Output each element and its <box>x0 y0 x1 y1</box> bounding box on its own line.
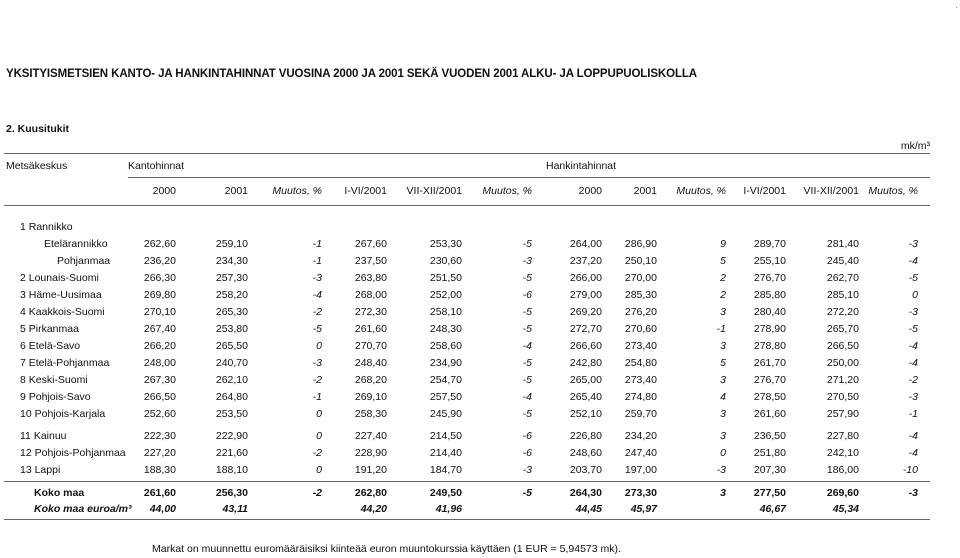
cell-2: -1 <box>312 238 322 250</box>
cell-6: 266,60 <box>569 340 602 352</box>
region-header: Metsäkeskus <box>6 160 68 172</box>
cell-11: -4 <box>908 357 918 369</box>
cell-7: 254,80 <box>624 357 657 369</box>
table-row <box>0 323 960 339</box>
cell-10: 281,40 <box>826 238 859 250</box>
cell-5: -5 <box>522 374 532 386</box>
stumpage-header: Kantohinnat <box>128 160 185 172</box>
row-label: Etelärannikko <box>44 238 108 250</box>
table-row <box>0 357 960 373</box>
table-row <box>0 464 960 480</box>
cell-2: -1 <box>312 391 322 403</box>
row-label: 7 Etelä-Pohjanmaa <box>20 357 110 369</box>
cell-9: 46,67 <box>759 503 786 515</box>
cell-5: -3 <box>522 464 532 476</box>
header-bottom-rule <box>4 205 930 206</box>
delivery-header: Hankintahinnat <box>546 160 617 172</box>
cell-0: 188,30 <box>143 464 176 476</box>
cell-4: 258,10 <box>429 306 462 318</box>
cell-11: -1 <box>908 408 918 420</box>
cell-7: 45,97 <box>630 503 657 515</box>
cell-0: 236,20 <box>143 255 176 267</box>
cell-2: 0 <box>316 340 322 352</box>
cell-0: 261,60 <box>143 487 176 499</box>
cell-10: 186,00 <box>826 464 859 476</box>
cell-5: -6 <box>522 447 532 459</box>
total-top-rule <box>4 481 930 482</box>
header-mid-rule <box>128 177 930 178</box>
cell-6: 265,00 <box>569 374 602 386</box>
cell-9: 261,60 <box>753 408 786 420</box>
cell-11: -3 <box>908 391 918 403</box>
cell-2: -5 <box>312 323 322 335</box>
cell-2: -1 <box>312 255 322 267</box>
cell-3: 262,80 <box>354 487 387 499</box>
subheader-7: 2001 <box>633 185 657 197</box>
cell-7: 286,90 <box>624 238 657 250</box>
cell-8: 5 <box>720 357 726 369</box>
cell-2: -2 <box>312 487 322 499</box>
cell-1: 253,80 <box>215 323 248 335</box>
cell-6: 269,20 <box>569 306 602 318</box>
cell-5: -5 <box>522 238 532 250</box>
table-row <box>0 306 960 322</box>
cell-7: 197,00 <box>624 464 657 476</box>
row-label: 4 Kaakkois-Suomi <box>20 306 105 318</box>
cell-6: 266,00 <box>569 272 602 284</box>
table-row <box>0 289 960 305</box>
cell-2: 0 <box>316 408 322 420</box>
footnote: Markat on muunnettu euromääräisiksi kiinteää euron muuntokurssia käyttäen (1 EUR = 5,94573 mk). <box>152 543 621 555</box>
cell-0: 266,20 <box>143 340 176 352</box>
cell-9: 278,80 <box>753 340 786 352</box>
table-row <box>0 238 960 254</box>
cell-7: 270,60 <box>624 323 657 335</box>
cell-6: 237,20 <box>569 255 602 267</box>
cell-6: 226,80 <box>569 430 602 442</box>
cell-11: -4 <box>908 447 918 459</box>
cell-6: 279,00 <box>569 289 602 301</box>
cell-9: 280,40 <box>753 306 786 318</box>
cell-7: 250,10 <box>624 255 657 267</box>
cell-4: 245,90 <box>429 408 462 420</box>
cell-7: 273,40 <box>624 374 657 386</box>
cell-5: -6 <box>522 430 532 442</box>
cell-7: 273,30 <box>624 487 657 499</box>
cell-10: 45,34 <box>832 503 859 515</box>
cell-1: 188,10 <box>215 464 248 476</box>
cell-0: 222,30 <box>143 430 176 442</box>
table-row <box>0 374 960 390</box>
cell-4: 253,30 <box>429 238 462 250</box>
cell-1: 253,50 <box>215 408 248 420</box>
cell-7: 285,30 <box>624 289 657 301</box>
cell-1: 222,90 <box>215 430 248 442</box>
cell-6: 272,70 <box>569 323 602 335</box>
cell-5: -3 <box>522 255 532 267</box>
cell-3: 258,30 <box>354 408 387 420</box>
cell-8: -1 <box>716 323 726 335</box>
cell-2: -3 <box>312 272 322 284</box>
cell-7: 273,40 <box>624 340 657 352</box>
cell-4: 214,40 <box>429 447 462 459</box>
cell-11: -10 <box>902 464 918 476</box>
cell-9: 289,70 <box>753 238 786 250</box>
section-title: 2. Kuusitukit <box>6 123 70 135</box>
cell-0: 227,20 <box>143 447 176 459</box>
cell-0: 266,50 <box>143 391 176 403</box>
cell-0: 269,80 <box>143 289 176 301</box>
cell-9: 236,50 <box>753 430 786 442</box>
cell-1: 221,60 <box>215 447 248 459</box>
cell-8: -3 <box>716 464 726 476</box>
table-row <box>0 408 960 424</box>
cell-6: 264,00 <box>569 238 602 250</box>
row-label: 12 Pohjois-Pohjanmaa <box>20 447 126 459</box>
cell-8: 3 <box>720 340 726 352</box>
cell-5: -5 <box>522 487 532 499</box>
cell-4: 41,96 <box>435 503 462 515</box>
cell-9: 276,70 <box>753 374 786 386</box>
cell-8: 0 <box>720 447 726 459</box>
cell-11: -3 <box>908 487 918 499</box>
cell-11: -3 <box>908 238 918 250</box>
cell-7: 274,80 <box>624 391 657 403</box>
cell-4: 249,50 <box>429 487 462 499</box>
cell-9: 261,70 <box>753 357 786 369</box>
cell-7: 259,70 <box>624 408 657 420</box>
cell-3: 228,90 <box>354 447 387 459</box>
cell-2: -2 <box>312 447 322 459</box>
cell-6: 248,60 <box>569 447 602 459</box>
page-title: YKSITYISMETSIEN KANTO- JA HANKINTAHINNAT VUOSINA 2000 JA 2001 SEKÄ VUODEN 2001 ALKU- JA LOPPUPUOLISKOLLA <box>6 68 698 80</box>
row-label: Pohjanmaa <box>57 255 111 267</box>
cell-7: 247,40 <box>624 447 657 459</box>
cell-7: 276,20 <box>624 306 657 318</box>
cell-0: 267,30 <box>143 374 176 386</box>
row-label: 9 Pohjois-Savo <box>20 391 91 403</box>
subheader-4: VII-XII/2001 <box>406 185 462 197</box>
cell-4: 258,60 <box>429 340 462 352</box>
cell-10: 269,60 <box>826 487 859 499</box>
cell-0: 270,10 <box>143 306 176 318</box>
cell-2: -2 <box>312 306 322 318</box>
cell-6: 265,40 <box>569 391 602 403</box>
cell-3: 261,60 <box>354 323 387 335</box>
cell-8: 5 <box>720 255 726 267</box>
cell-10: 271,20 <box>826 374 859 386</box>
row-label: 5 Pirkanmaa <box>20 323 79 335</box>
cell-6: 44,45 <box>575 503 602 515</box>
cell-8: 2 <box>720 272 726 284</box>
cell-10: 285,10 <box>826 289 859 301</box>
total-euro-row <box>0 503 960 519</box>
table-bottom-rule <box>4 519 930 520</box>
cell-11: -5 <box>908 272 918 284</box>
cell-1: 257,30 <box>215 272 248 284</box>
cell-1: 262,10 <box>215 374 248 386</box>
cell-9: 276,70 <box>753 272 786 284</box>
cell-4: 234,90 <box>429 357 462 369</box>
row-label: 11 Kainuu <box>20 430 67 442</box>
cell-3: 191,20 <box>354 464 387 476</box>
table-row <box>0 447 960 463</box>
cell-2: 0 <box>316 464 322 476</box>
row-label: 2 Lounais-Suomi <box>20 272 99 284</box>
cell-11: -5 <box>908 323 918 335</box>
cell-0: 44,00 <box>149 503 176 515</box>
cell-11: -4 <box>908 430 918 442</box>
cell-3: 268,20 <box>354 374 387 386</box>
row-label: Koko maa <box>34 487 85 499</box>
cell-9: 285,80 <box>753 289 786 301</box>
cell-3: 269,10 <box>354 391 387 403</box>
row-label: 8 Keski-Suomi <box>20 374 88 386</box>
cell-0: 262,60 <box>143 238 176 250</box>
cell-10: 266,50 <box>826 340 859 352</box>
cell-2: -3 <box>312 357 322 369</box>
cell-3: 267,60 <box>354 238 387 250</box>
cell-3: 270,70 <box>354 340 387 352</box>
cell-11: -4 <box>908 340 918 352</box>
cell-1: 234,30 <box>215 255 248 267</box>
cell-10: 245,40 <box>826 255 859 267</box>
cell-4: 184,70 <box>429 464 462 476</box>
cell-4: 214,50 <box>429 430 462 442</box>
subheader-9: I-VI/2001 <box>743 185 786 197</box>
cell-3: 237,50 <box>354 255 387 267</box>
cell-10: 262,70 <box>826 272 859 284</box>
cell-3: 44,20 <box>360 503 387 515</box>
cell-5: -5 <box>522 408 532 420</box>
cell-10: 227,80 <box>826 430 859 442</box>
cell-3: 227,40 <box>354 430 387 442</box>
cell-5: -6 <box>522 289 532 301</box>
cell-8: 3 <box>720 408 726 420</box>
cell-8: 3 <box>720 306 726 318</box>
subheader-0: 2000 <box>152 185 176 197</box>
subheader-10: VII-XII/2001 <box>803 185 859 197</box>
table-row <box>0 391 960 407</box>
table-row <box>0 255 960 271</box>
cell-11: -4 <box>908 255 918 267</box>
cell-2: -2 <box>312 374 322 386</box>
cell-4: 230,60 <box>429 255 462 267</box>
cell-5: -5 <box>522 357 532 369</box>
cell-6: 264,30 <box>569 487 602 499</box>
corner-mark: . <box>955 0 958 11</box>
subheader-6: 2000 <box>578 185 602 197</box>
cell-1: 265,30 <box>215 306 248 318</box>
cell-10: 242,10 <box>826 447 859 459</box>
total-row <box>0 487 960 503</box>
cell-9: 255,10 <box>753 255 786 267</box>
cell-6: 203,70 <box>569 464 602 476</box>
cell-1: 258,20 <box>215 289 248 301</box>
cell-3: 248,40 <box>354 357 387 369</box>
cell-10: 257,90 <box>826 408 859 420</box>
cell-8: 3 <box>720 487 726 499</box>
cell-10: 270,50 <box>826 391 859 403</box>
cell-1: 240,70 <box>215 357 248 369</box>
row-label: 3 Häme-Uusimaa <box>20 289 102 301</box>
cell-9: 278,90 <box>753 323 786 335</box>
cell-5: -5 <box>522 323 532 335</box>
subheader-2: Muutos, % <box>272 185 322 197</box>
cell-1: 259,10 <box>215 238 248 250</box>
cell-10: 265,70 <box>826 323 859 335</box>
cell-0: 267,40 <box>143 323 176 335</box>
cell-2: -4 <box>312 289 322 301</box>
cell-8: 2 <box>720 289 726 301</box>
cell-10: 250,00 <box>826 357 859 369</box>
cell-7: 270,00 <box>624 272 657 284</box>
cell-3: 272,30 <box>354 306 387 318</box>
cell-0: 252,60 <box>143 408 176 420</box>
table-row <box>0 272 960 288</box>
row-label: 6 Etelä-Savo <box>20 340 81 352</box>
cell-4: 257,50 <box>429 391 462 403</box>
cell-6: 252,10 <box>569 408 602 420</box>
table-row <box>0 430 960 446</box>
cell-5: -4 <box>522 391 532 403</box>
subheader-11: Muutos, % <box>868 185 918 197</box>
cell-4: 252,00 <box>429 289 462 301</box>
row-label: 13 Lappi <box>20 464 61 476</box>
cell-8: 4 <box>720 391 726 403</box>
cell-11: -2 <box>908 374 918 386</box>
cell-1: 43,11 <box>222 503 248 515</box>
cell-8: 3 <box>720 430 726 442</box>
cell-1: 265,50 <box>215 340 248 352</box>
cell-9: 251,80 <box>753 447 786 459</box>
row-label: 10 Pohjois-Karjala <box>20 408 106 420</box>
cell-7: 234,20 <box>624 430 657 442</box>
cell-5: -4 <box>522 340 532 352</box>
unit-label: mk/m³ <box>900 140 930 152</box>
cell-1: 256,30 <box>215 487 248 499</box>
cell-8: 3 <box>720 374 726 386</box>
subheader-3: I-VI/2001 <box>344 185 387 197</box>
cell-4: 248,30 <box>429 323 462 335</box>
subheader-5: Muutos, % <box>482 185 532 197</box>
cell-11: -3 <box>908 306 918 318</box>
cell-0: 248,00 <box>143 357 176 369</box>
cell-3: 263,80 <box>354 272 387 284</box>
cell-3: 268,00 <box>354 289 387 301</box>
cell-5: -5 <box>522 272 532 284</box>
cell-5: -5 <box>522 306 532 318</box>
row-label: Koko maa euroa/m³ <box>34 503 132 515</box>
group-label-rannikko: 1 Rannikko <box>20 221 73 233</box>
cell-11: 0 <box>912 289 918 301</box>
header-top-rule <box>4 153 930 154</box>
cell-4: 251,50 <box>429 272 462 284</box>
cell-10: 272,20 <box>826 306 859 318</box>
cell-9: 278,50 <box>753 391 786 403</box>
cell-8: 9 <box>720 238 726 250</box>
cell-2: 0 <box>316 430 322 442</box>
cell-9: 277,50 <box>753 487 786 499</box>
subheader-1: 2001 <box>224 185 248 197</box>
subheader-8: Muutos, % <box>676 185 726 197</box>
cell-9: 207,30 <box>753 464 786 476</box>
cell-1: 264,80 <box>215 391 248 403</box>
table-row <box>0 340 960 356</box>
cell-0: 266,30 <box>143 272 176 284</box>
cell-6: 242,80 <box>569 357 602 369</box>
cell-4: 254,70 <box>429 374 462 386</box>
